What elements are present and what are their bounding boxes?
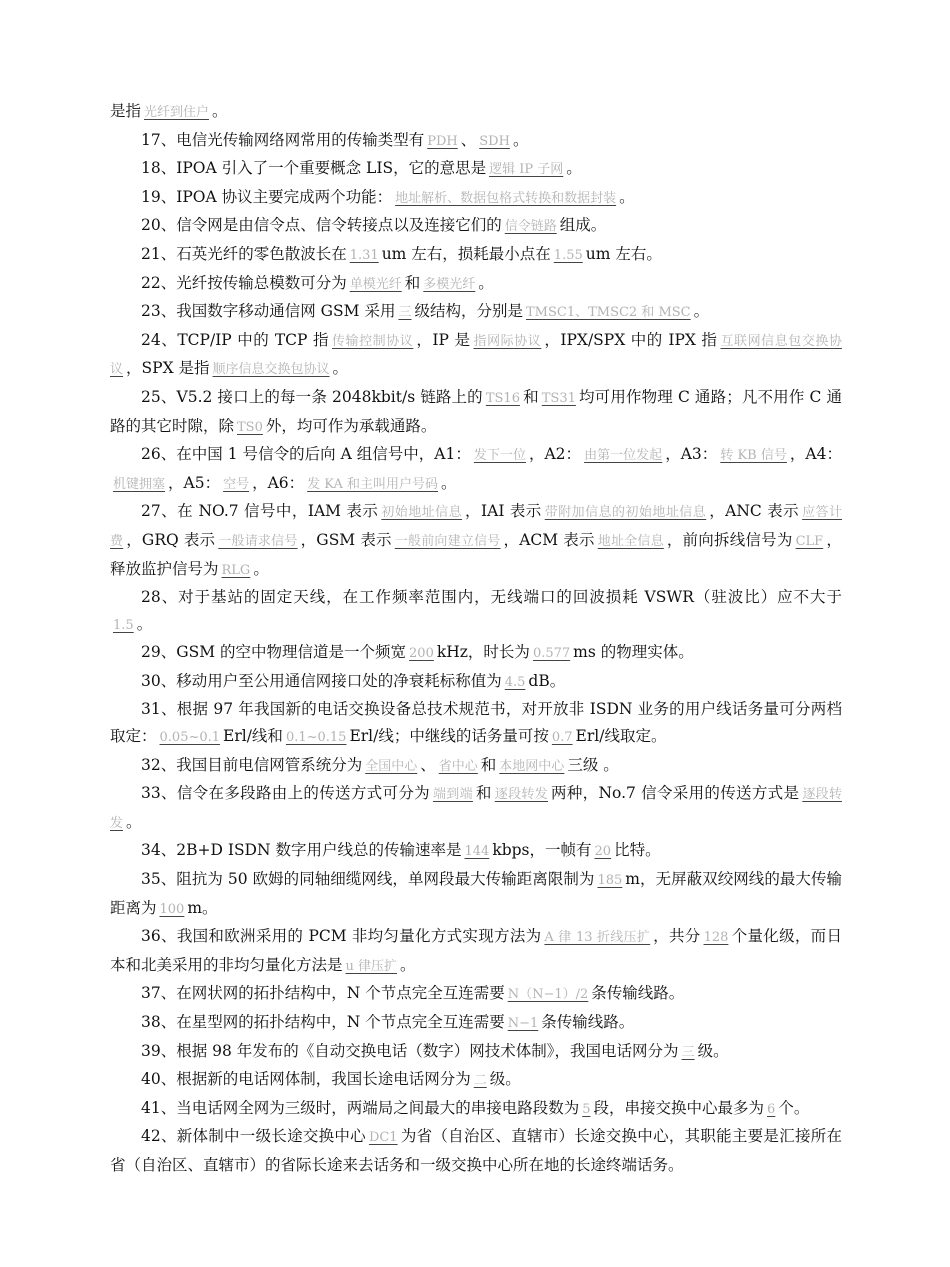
question-text: 40、根据新的电话网体制，我国长途电话网分为 (141, 1070, 471, 1089)
question-paragraph (110, 837, 842, 866)
document-page (110, 98, 842, 1179)
answer-blank: N−1 (507, 1016, 539, 1031)
question-text: ，SPX 是指 (126, 359, 210, 378)
question-text: 。 (253, 559, 269, 578)
question-text: 级。 (489, 1070, 521, 1089)
question-paragraph (110, 327, 842, 384)
question-paragraph (110, 696, 842, 751)
question-text: 。 (512, 130, 529, 149)
question-text: 。 (400, 955, 416, 974)
question-text: ，A2： (528, 445, 582, 464)
question-text: 条传输线路。 (541, 1013, 635, 1031)
question-text: 18、IPOA 引入了一个重要概念 LIS，它的意思是 (141, 159, 487, 178)
question-text: 均可用作物理 C 通路；凡不用作 C 通路的其它时隙，除 (110, 387, 842, 435)
question-text: 是指 (110, 102, 142, 120)
answer-blank: 1.55 (553, 247, 583, 263)
answer-blank: TS31 (541, 390, 576, 406)
question-text: 27、在 NO.7 信号中，IAM 表示 (141, 502, 379, 521)
question-text: 19、IPOA 协议主要完成两个功能： (141, 187, 393, 206)
question-text: 20、信令网是由信令点、信令转接点以及连接它们的 (141, 216, 502, 235)
question-text: ，前向拆线信号为 (666, 530, 793, 549)
answer-blank: 省中心 (438, 758, 478, 774)
question-paragraph (110, 639, 842, 668)
answer-blank: 逐段转发 (110, 787, 842, 831)
answer-blank: 1.5 (113, 617, 134, 633)
question-text: ，IAI 表示 (465, 502, 542, 521)
question-text: 。 (478, 273, 494, 292)
answer-blank: 互联网信息包交换协议 (110, 333, 842, 378)
answer-blank: 逻辑 IP 子网 (489, 162, 564, 178)
question-text: ，A3： (665, 445, 718, 464)
question-text: 和 (475, 784, 492, 803)
question-text: 两种，No.7 信令采用的传送方式是 (551, 784, 800, 803)
answer-blank: 带附加信息的初始地址信息 (544, 505, 707, 521)
question-text: ，GRQ 表示 (126, 530, 216, 549)
answer-blank: 0.1~0.15 (285, 730, 347, 746)
question-paragraph (110, 98, 842, 127)
question-text: 35、阻抗为 50 欧姆的同轴细缆网线，单网段最大传输距离限制为 (141, 870, 595, 889)
question-paragraph (110, 241, 842, 270)
question-text: ，IPX/SPX 中的 IPX 指 (544, 330, 718, 349)
question-paragraph (110, 866, 842, 923)
answer-blank: 发下一位 (473, 448, 526, 464)
question-text: 38、在星型网的拓扑结构中，N 个节点完全互连需要 (141, 1013, 505, 1031)
answer-blank: 顺序信息交换包协议 (212, 362, 330, 378)
question-text: um 左右，损耗最小点在 (381, 244, 551, 263)
question-text: ，释放监护信号为 (110, 530, 842, 578)
question-text: 30、移动用户至公用通信网接口处的净衰耗标称值为 (141, 671, 502, 690)
question-paragraph (110, 980, 842, 1009)
question-text: 24、TCP/IP 中的 TCP 指 (141, 330, 329, 349)
answer-blank: 一般请求信号 (218, 533, 298, 549)
question-text: 级。 (697, 1041, 729, 1060)
answer-blank: 0.577 (532, 646, 571, 662)
question-text: 29、GSM 的空中物理信道是一个频宽 (141, 643, 407, 662)
question-text: 条传输线路。 (591, 984, 685, 1003)
question-text: 。 (136, 614, 153, 633)
question-text: 28、对于基站的固定天线，在工作频率范围内，无线端口的回波损耗 VSWR（驻波比）应不大于 (141, 588, 842, 607)
answer-blank: TMSC1、TMSC2 和 MSC (525, 305, 691, 321)
question-text: 34、2B+D ISDN 数字用户线总的传输速率是 (141, 841, 462, 860)
question-paragraph (110, 441, 842, 498)
question-text: 36、我国和欧洲采用的 PCM 非均匀量化方式实现方法为 (141, 927, 542, 946)
answer-blank: TS0 (237, 419, 263, 435)
question-paragraph (110, 184, 842, 213)
question-paragraph (110, 1095, 842, 1124)
answer-blank: 5 (582, 1101, 591, 1117)
question-text: 和 (480, 755, 497, 774)
question-text: Erl/线；中继线的话务量可按 (349, 727, 549, 746)
question-paragraph (110, 923, 842, 980)
answer-blank: 4.5 (504, 674, 526, 690)
question-text: m，无屏蔽双绞网线的最大传输距离为 (110, 870, 842, 917)
question-text: 比特。 (614, 841, 661, 860)
question-text: 22、光纤按传输总模数可分为 (141, 273, 347, 292)
answer-blank: u 律压扩 (345, 958, 398, 974)
question-text: 外，均可作为承载通路。 (265, 416, 437, 435)
question-paragraph (110, 1123, 842, 1178)
answer-blank: TS16 (485, 390, 520, 406)
question-text: 41、当电话网全网为三级时，两端局之间最大的串接电路段数为 (141, 1098, 580, 1117)
question-text: kHz，时长为 (436, 643, 530, 662)
answer-blank: 6 (767, 1101, 776, 1117)
answer-blank: CLF (795, 533, 824, 549)
question-text: ms 的物理实体。 (573, 643, 694, 662)
answer-blank: 地址全信息 (597, 533, 664, 549)
answer-blank: 由第一位发起 (584, 448, 663, 464)
question-text: 17、电信光传输网络网常用的传输类型有 (141, 130, 425, 149)
answer-blank: N（N−1）/2 (507, 987, 589, 1003)
answer-blank: SDH (479, 133, 510, 149)
question-paragraph (110, 668, 842, 697)
question-paragraph (110, 384, 842, 441)
answer-blank: 空号 (223, 476, 250, 492)
question-paragraph (110, 584, 842, 639)
question-text: 26、在中国 1 号信令的后向 A 组信号中，A1： (141, 445, 471, 464)
question-text: ，IP 是 (416, 330, 471, 349)
question-text: 25、V5.2 接口上的每一条 2048kbit/s 链路上的 (141, 387, 483, 406)
question-text: ，GSM 表示 (300, 530, 392, 549)
answer-blank: 本地网中心 (499, 758, 565, 774)
question-paragraph (110, 270, 842, 299)
question-text: 39、根据 98 年发布的《自动交换电话（数字）网技术体制》，我国电话网分为 (141, 1041, 679, 1060)
answer-blank: 应答计费 (110, 505, 842, 549)
answer-blank: 光纤到住户 (144, 105, 210, 120)
question-text: ，ACM 表示 (503, 530, 595, 549)
question-text: Erl/线取定。 (575, 727, 667, 746)
question-paragraph (110, 1066, 842, 1095)
answer-blank: PDH (427, 133, 458, 149)
question-paragraph (110, 1038, 842, 1067)
answer-blank: 全国中心 (365, 758, 418, 774)
question-text: Erl/线和 (223, 727, 283, 746)
answer-blank: 二 (473, 1073, 487, 1089)
question-text: 42、新体制中一级长途交换中心 (141, 1127, 366, 1146)
question-text: 、 (460, 130, 477, 149)
answer-blank: 20 (594, 844, 612, 860)
question-text: 32、我国目前电信网管系统分为 (141, 755, 363, 774)
answer-blank: 一般前向建立信号 (394, 533, 501, 549)
answer-blank: 1.31 (349, 247, 379, 263)
question-text: 21、石英光纤的零色散波长在 (141, 244, 347, 263)
answer-blank: 0.7 (551, 730, 573, 746)
answer-blank: 185 (597, 873, 623, 889)
question-text: 。 (441, 473, 457, 492)
answer-blank: 地址解析、数据包格式转换和数据封装 (395, 190, 617, 206)
question-paragraph (110, 127, 842, 156)
question-text: 。 (126, 812, 142, 831)
question-text: ，ANC 表示 (709, 502, 800, 521)
question-text: 。 (332, 359, 349, 378)
answer-blank: RLG (221, 562, 251, 578)
question-paragraph (110, 155, 842, 184)
question-text: 。 (619, 187, 635, 206)
question-paragraph (110, 752, 842, 781)
answer-blank: 发 KA 和主叫用户号码 (307, 476, 438, 492)
question-text: m。 (187, 898, 218, 917)
question-paragraph (110, 298, 842, 327)
answer-blank: 信令链路 (504, 219, 557, 235)
question-text: um 左右。 (585, 244, 662, 263)
answer-blank: 128 (703, 930, 729, 946)
question-text: ，A5： (168, 473, 221, 492)
question-text: ，A4： (789, 445, 842, 464)
question-paragraph (110, 212, 842, 241)
answer-blank: 转 KB 信号 (720, 448, 787, 464)
question-text: 级结构，分别是 (414, 302, 523, 321)
answer-blank: 初始地址信息 (381, 505, 463, 521)
answer-blank: 200 (409, 646, 434, 662)
question-text: 为省（自治区、直辖市）长途交换中心，其职能主要是汇接所在省（自治区、直辖市）的省际长途来去话务和一级交换中心所在地的长途终端话务。 (110, 1127, 842, 1174)
answer-blank: 逐段转发 (494, 787, 549, 803)
question-paragraph (110, 780, 842, 837)
question-paragraph (110, 498, 842, 584)
question-text: 个。 (778, 1098, 810, 1117)
answer-blank: 单模光纤 (349, 276, 402, 292)
question-text: ，A6： (252, 473, 305, 492)
answer-blank: 三 (681, 1044, 695, 1060)
question-text: 。 (566, 159, 582, 178)
answer-blank: 100 (159, 901, 185, 917)
question-text: kbps，一帧有 (492, 841, 592, 860)
question-text: 段，串接交换中心最多为 (593, 1098, 765, 1117)
question-text: 个量化级，而日本和北美采用的非均匀量化方法是 (110, 927, 842, 974)
question-text: 、 (420, 755, 436, 774)
question-text: 组成。 (559, 216, 607, 235)
question-text: 和 (404, 273, 421, 292)
question-paragraph (110, 1009, 842, 1038)
answer-blank: 多模光纤 (423, 276, 476, 292)
question-text: 23、我国数字移动通信网 GSM 采用 (141, 302, 396, 321)
question-text: 37、在网状网的拓扑结构中，N 个节点完全互连需要 (141, 984, 505, 1003)
question-text: ，共分 (653, 927, 701, 946)
answer-blank: 144 (464, 844, 490, 860)
answer-blank: 端到端 (432, 787, 473, 803)
question-text: 。 (212, 102, 228, 120)
question-text: 三级 。 (567, 755, 619, 774)
answer-blank: 0.05~0.1 (159, 730, 221, 746)
answer-blank: 机键拥塞 (113, 476, 166, 492)
question-text: 31、根据 97 年我国新的电话交换设备总技术规范书，对开放非 ISDN 业务的用户线话务量可分两档取定： (110, 700, 842, 746)
question-text: 。 (693, 302, 710, 321)
answer-blank: A 律 13 折线压扩 (544, 930, 651, 946)
question-text: dB。 (528, 671, 566, 690)
answer-blank: 传输控制协议 (332, 333, 414, 349)
question-text: 33、信令在多段路由上的传送方式可分为 (141, 784, 430, 803)
answer-blank: 指网际协议 (473, 333, 542, 349)
question-text: 和 (522, 387, 539, 406)
answer-blank: DC1 (368, 1130, 398, 1146)
answer-blank: 三 (398, 305, 412, 321)
